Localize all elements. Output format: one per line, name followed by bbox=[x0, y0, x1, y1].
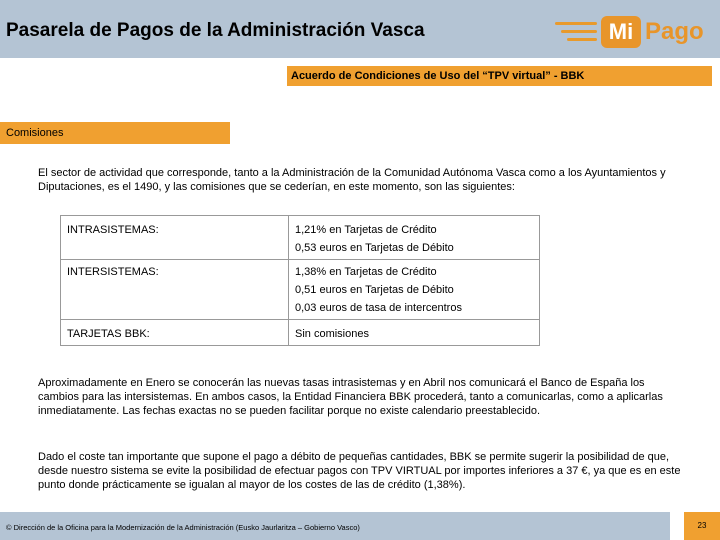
fee-line: 0,53 euros en Tarjetas de Débito bbox=[295, 242, 454, 254]
fee-line: 1,21% en Tarjetas de Crédito bbox=[295, 224, 437, 236]
fee-line: Sin comisiones bbox=[295, 328, 369, 340]
table-row bbox=[61, 260, 540, 320]
recommendation-paragraph: Dado el coste tan importante que supone el pago a débito de pequeñas cantidades, BBK se permite sugerir la posibilidad de que, desde nuestro sistema se evite la posibilidad de efectuar pagos con TPV VIRTUAL por importes inferiores a 37 €, ya que es en este punto donde prácticamente se igualan al mayor de los costes de las de crédito (1,38%). bbox=[38, 451, 681, 491]
rates-paragraph: Aproximadamente en Enero se conocerán las nuevas tasas intrasistemas y en Abril nos comunicará el Banco de España los cambios para las intersistemas. En ambos casos, la Entidad Financiera BBK procederá, tanto a comunicarlas, como a aplicarlas inmediatamente. Las fechas exactas no se pueden facilitar porque no existe calendario preestablecido. bbox=[38, 377, 663, 417]
header-bar bbox=[0, 0, 720, 58]
mipago-logo bbox=[555, 14, 710, 50]
logo-mi: Mi bbox=[601, 16, 641, 48]
page-number: 23 bbox=[684, 512, 720, 540]
page-title: Pasarela de Pagos de la Administración Vasca bbox=[6, 20, 425, 41]
table-row bbox=[61, 216, 540, 260]
section-heading: Comisiones bbox=[0, 122, 230, 144]
intro-paragraph: El sector de actividad que corresponde, tanto a la Administración de la Comunidad Autónoma Vasca como a los Ayuntamientos y Diputaciones, es el 1490, y las comisiones que se cederían, en este momento, son las siguientes: bbox=[38, 167, 666, 193]
table-row bbox=[61, 320, 540, 346]
logo-pago: Pago bbox=[645, 18, 704, 45]
fee-values bbox=[289, 216, 540, 260]
footer-copyright: © Dirección de la Oficina para la Modernización de la Administración (Eusko Jaurlaritza – Gobierno Vasco) bbox=[6, 523, 360, 532]
fee-label: TARJETAS BBK: bbox=[61, 320, 289, 346]
document-subtitle: Acuerdo de Condiciones de Uso del “TPV virtual” - BBK bbox=[287, 66, 712, 86]
fees-table bbox=[60, 215, 540, 346]
fee-values bbox=[289, 260, 540, 320]
fee-values bbox=[289, 320, 540, 346]
fee-label: INTERSISTEMAS: bbox=[61, 260, 289, 320]
fee-label: INTRASISTEMAS: bbox=[61, 216, 289, 260]
fee-line: 1,38% en Tarjetas de Crédito bbox=[295, 266, 437, 278]
fee-line: 0,03 euros de tasa de intercentros bbox=[295, 302, 462, 314]
fee-line: 0,51 euros en Tarjetas de Débito bbox=[295, 284, 454, 296]
